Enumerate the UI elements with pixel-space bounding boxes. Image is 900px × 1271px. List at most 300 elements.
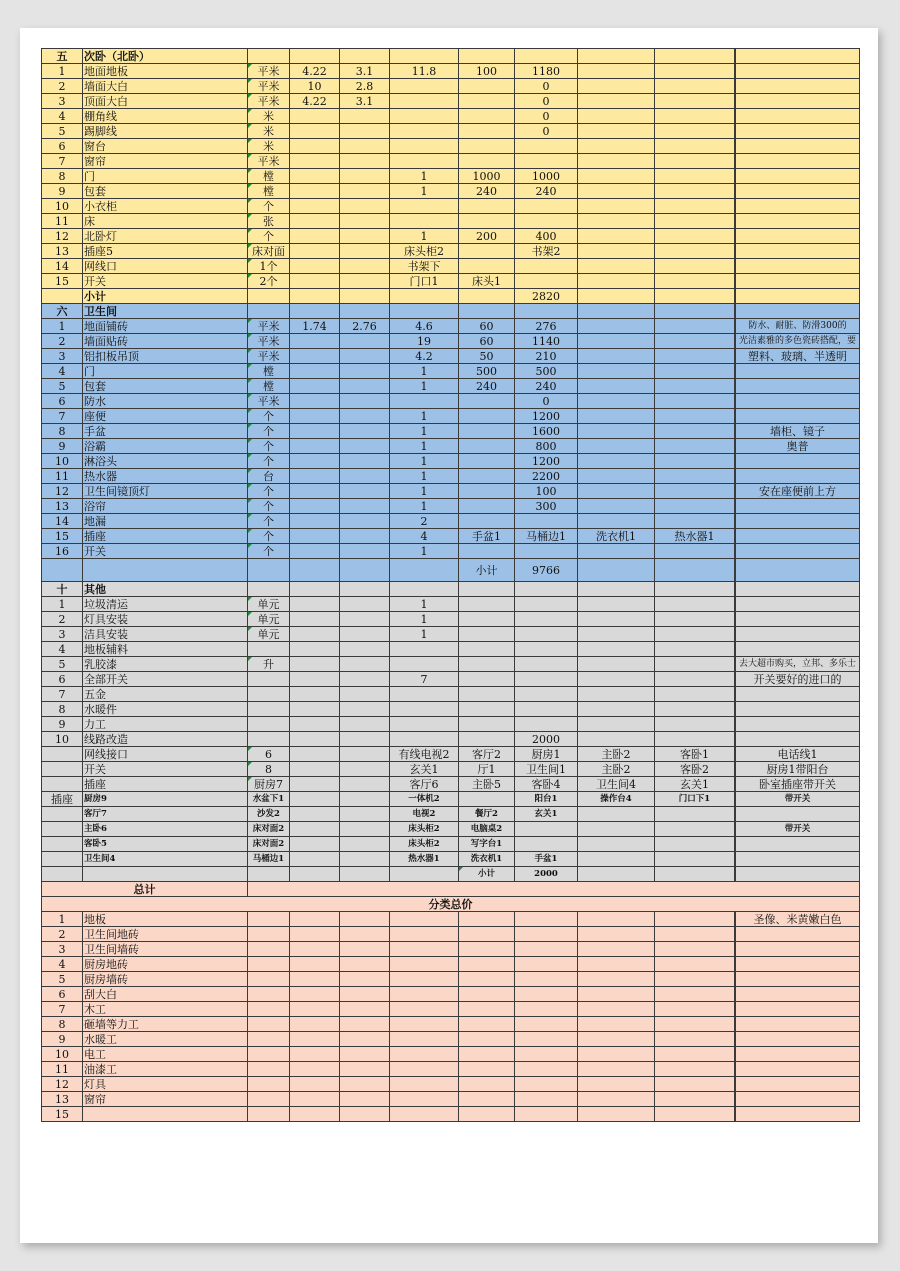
price-cell: 50 [459, 349, 515, 364]
table-row [42, 1002, 860, 1017]
note-cell [736, 454, 860, 469]
length-cell [290, 1107, 340, 1122]
extra-cell [655, 1047, 735, 1062]
item-cell: 踢脚线 [83, 124, 248, 139]
unit-cell: 个 [248, 514, 290, 529]
note-cell [736, 109, 860, 124]
quantity-cell [390, 1062, 459, 1077]
note-cell [736, 597, 860, 612]
extra-cell [655, 867, 735, 882]
width-cell [340, 259, 390, 274]
amount-cell [515, 987, 578, 1002]
extra-cell [578, 972, 655, 987]
index-cell [42, 852, 83, 867]
extra-cell [578, 687, 655, 702]
length-cell [290, 732, 340, 747]
index-cell: 13 [42, 1092, 83, 1107]
extra-cell [655, 259, 735, 274]
quantity-cell: 1 [390, 169, 459, 184]
width-cell [340, 1062, 390, 1077]
unit-cell: 个 [248, 424, 290, 439]
table-row [42, 169, 860, 184]
item-cell: 窗帘 [83, 154, 248, 169]
note-cell: 墙柜、镜子 [736, 424, 860, 439]
amount-cell: 1200 [515, 454, 578, 469]
width-cell [340, 334, 390, 349]
price-cell: 电脑桌2 [459, 822, 515, 837]
unit-cell: 单元 [248, 627, 290, 642]
width-cell [340, 169, 390, 184]
extra-cell [655, 379, 735, 394]
quantity-cell [390, 1002, 459, 1017]
note-cell [736, 364, 860, 379]
price-cell [459, 927, 515, 942]
price-cell: 60 [459, 334, 515, 349]
length-cell [290, 747, 340, 762]
note-cell [736, 1107, 860, 1122]
quantity-cell: 1 [390, 597, 459, 612]
unit-cell [248, 942, 290, 957]
length-cell [290, 852, 340, 867]
section-header-row [42, 49, 860, 64]
length-cell [290, 214, 340, 229]
price-cell [459, 109, 515, 124]
amount-cell [515, 702, 578, 717]
amount-cell: 1000 [515, 169, 578, 184]
extra-cell [578, 229, 655, 244]
index-cell: 插座 [42, 792, 83, 807]
extra-cell [578, 349, 655, 364]
quantity-cell [390, 1032, 459, 1047]
length-cell [290, 244, 340, 259]
extra-cell [655, 154, 735, 169]
price-cell [459, 469, 515, 484]
length-cell [290, 304, 340, 319]
length-cell [290, 822, 340, 837]
index-cell: 7 [42, 687, 83, 702]
length-cell: 4.22 [290, 64, 340, 79]
note-cell [736, 94, 860, 109]
length-cell [290, 1077, 340, 1092]
index-cell: 12 [42, 229, 83, 244]
length-cell [290, 777, 340, 792]
item-cell: 五金 [83, 687, 248, 702]
quantity-cell [390, 154, 459, 169]
extra-cell: 门口下1 [655, 792, 735, 807]
extra-cell [578, 469, 655, 484]
index-cell: 1 [42, 597, 83, 612]
index-cell: 1 [42, 64, 83, 79]
extra-cell [578, 927, 655, 942]
length-cell [290, 1002, 340, 1017]
section-header-row [42, 582, 860, 597]
extra-cell [578, 1032, 655, 1047]
amount-cell [515, 972, 578, 987]
width-cell [340, 244, 390, 259]
note-cell [736, 627, 860, 642]
price-cell [459, 687, 515, 702]
item-cell: 其他 [83, 582, 248, 597]
extra-cell [655, 957, 735, 972]
quantity-cell: 床头柜2 [390, 244, 459, 259]
amount-cell [515, 957, 578, 972]
extra-cell [578, 244, 655, 259]
extra-cell [655, 972, 735, 987]
amount-cell: 800 [515, 439, 578, 454]
index-cell: 12 [42, 484, 83, 499]
amount-cell [515, 304, 578, 319]
item-cell: 力工 [83, 717, 248, 732]
note-cell [736, 184, 860, 199]
width-cell [340, 499, 390, 514]
extra-cell [655, 702, 735, 717]
extra-cell [578, 582, 655, 597]
price-cell [459, 139, 515, 154]
unit-cell [248, 304, 290, 319]
extra-cell: 洗衣机1 [578, 529, 655, 544]
amount-cell: 0 [515, 79, 578, 94]
width-cell [340, 777, 390, 792]
table-row [42, 469, 860, 484]
extra-cell [655, 544, 735, 559]
length-cell [290, 762, 340, 777]
extra-cell [655, 49, 735, 64]
note-cell [736, 214, 860, 229]
extra-cell [655, 304, 735, 319]
quantity-cell [390, 49, 459, 64]
quantity-cell [390, 1017, 459, 1032]
extra-cell [655, 912, 735, 927]
quantity-cell [390, 289, 459, 304]
item-cell: 墙面贴砖 [83, 334, 248, 349]
length-cell [290, 1092, 340, 1107]
amount-cell [515, 1047, 578, 1062]
section-header-row [42, 304, 860, 319]
index-cell: 8 [42, 1017, 83, 1032]
quantity-cell [390, 214, 459, 229]
amount-cell [515, 49, 578, 64]
length-cell: 1.74 [290, 319, 340, 334]
index-cell: 3 [42, 94, 83, 109]
unit-cell: 张 [248, 214, 290, 229]
unit-cell: 2个 [248, 274, 290, 289]
item-cell: 地板辅料 [83, 642, 248, 657]
extra-cell: 操作台4 [578, 792, 655, 807]
length-cell [290, 109, 340, 124]
price-cell [459, 514, 515, 529]
extra-cell [578, 274, 655, 289]
note-cell [736, 139, 860, 154]
extra-cell [655, 94, 735, 109]
table-row [42, 1047, 860, 1062]
amount-cell [515, 672, 578, 687]
extra-cell [578, 987, 655, 1002]
item-cell: 灯具安装 [83, 612, 248, 627]
note-cell [736, 1017, 860, 1032]
amount-cell [515, 1092, 578, 1107]
extra-cell: 热水器1 [655, 529, 735, 544]
total-value [248, 882, 860, 897]
extra-cell [655, 807, 735, 822]
index-cell: 8 [42, 169, 83, 184]
item-cell: 客卧5 [83, 837, 248, 852]
price-cell [459, 1002, 515, 1017]
extra-cell [655, 672, 735, 687]
width-cell [340, 1032, 390, 1047]
width-cell: 2.8 [340, 79, 390, 94]
table-row [42, 94, 860, 109]
price-cell [459, 942, 515, 957]
length-cell [290, 349, 340, 364]
item-cell: 洁具安装 [83, 627, 248, 642]
amount-cell [515, 1077, 578, 1092]
index-cell: 15 [42, 1107, 83, 1122]
note-cell: 安在座便前上方 [736, 484, 860, 499]
quantity-cell [390, 394, 459, 409]
index-cell: 9 [42, 184, 83, 199]
length-cell [290, 717, 340, 732]
extra-cell [578, 544, 655, 559]
length-cell [290, 1032, 340, 1047]
quantity-cell [390, 927, 459, 942]
quantity-cell: 4.6 [390, 319, 459, 334]
index-cell: 9 [42, 439, 83, 454]
length-cell [290, 364, 340, 379]
quantity-cell [390, 1107, 459, 1122]
length-cell [290, 687, 340, 702]
item-cell: 墙面大白 [83, 79, 248, 94]
total-row [42, 882, 860, 897]
price-cell: 床头1 [459, 274, 515, 289]
quantity-cell [390, 687, 459, 702]
index-cell: 五 [42, 49, 83, 64]
extra-cell [578, 559, 655, 582]
extra-cell [655, 484, 735, 499]
index-cell: 7 [42, 409, 83, 424]
quantity-cell [390, 1077, 459, 1092]
item-cell: 棚角线 [83, 109, 248, 124]
table-row [42, 349, 860, 364]
unit-cell: 樘 [248, 364, 290, 379]
extra-cell [578, 424, 655, 439]
item-cell: 次卧（北卧） [83, 49, 248, 64]
note-cell [736, 154, 860, 169]
width-cell [340, 1077, 390, 1092]
unit-cell: 平米 [248, 319, 290, 334]
index-cell: 1 [42, 319, 83, 334]
item-cell: 小计 [83, 289, 248, 304]
width-cell [340, 762, 390, 777]
extra-cell [578, 1047, 655, 1062]
length-cell [290, 927, 340, 942]
price-cell [459, 657, 515, 672]
extra-cell [578, 49, 655, 64]
extra-cell [578, 597, 655, 612]
length-cell [290, 199, 340, 214]
length-cell [290, 124, 340, 139]
note-cell [736, 559, 860, 582]
price-cell [459, 439, 515, 454]
extra-cell [578, 657, 655, 672]
item-cell: 门 [83, 169, 248, 184]
width-cell [340, 409, 390, 424]
extra-cell [655, 717, 735, 732]
width-cell [340, 987, 390, 1002]
price-cell: 写字台1 [459, 837, 515, 852]
width-cell [340, 912, 390, 927]
extra-cell [655, 79, 735, 94]
amount-cell: 手盆1 [515, 852, 578, 867]
price-cell [459, 79, 515, 94]
amount-cell: 400 [515, 229, 578, 244]
item-cell: 卫生间墙砖 [83, 942, 248, 957]
price-cell: 洗衣机1 [459, 852, 515, 867]
extra-cell [578, 379, 655, 394]
amount-cell: 300 [515, 499, 578, 514]
unit-cell: 米 [248, 109, 290, 124]
item-cell: 开关 [83, 544, 248, 559]
table-row [42, 229, 860, 244]
note-cell: 卧室插座带开关 [736, 777, 860, 792]
extra-cell [655, 439, 735, 454]
note-cell [736, 807, 860, 822]
extra-cell [578, 717, 655, 732]
width-cell [340, 484, 390, 499]
quantity-cell: 1 [390, 484, 459, 499]
subtotal-row [42, 289, 860, 304]
width-cell [340, 807, 390, 822]
unit-cell: 个 [248, 454, 290, 469]
item-cell: 卫生间4 [83, 852, 248, 867]
extra-cell [655, 612, 735, 627]
note-cell: 开关要好的进口的 [736, 672, 860, 687]
amount-cell: 书架2 [515, 244, 578, 259]
unit-cell [248, 732, 290, 747]
amount-cell [515, 927, 578, 942]
table-row [42, 702, 860, 717]
width-cell [340, 559, 390, 582]
note-cell [736, 612, 860, 627]
length-cell [290, 544, 340, 559]
extra-cell: 卫生间4 [578, 777, 655, 792]
amount-cell: 240 [515, 379, 578, 394]
width-cell [340, 544, 390, 559]
total-label: 总计 [42, 882, 248, 897]
item-cell: 开关 [83, 762, 248, 777]
quantity-cell: 1 [390, 544, 459, 559]
amount-cell: 500 [515, 364, 578, 379]
unit-cell: 单元 [248, 612, 290, 627]
table-row [42, 1092, 860, 1107]
item-cell: 淋浴头 [83, 454, 248, 469]
amount-cell [515, 717, 578, 732]
quantity-cell: 1 [390, 439, 459, 454]
amount-cell [515, 942, 578, 957]
index-cell: 8 [42, 702, 83, 717]
extra-cell [655, 319, 735, 334]
length-cell [290, 334, 340, 349]
note-cell [736, 124, 860, 139]
index-cell: 13 [42, 244, 83, 259]
extra-cell [655, 1077, 735, 1092]
table-row [42, 274, 860, 289]
note-cell: 厨房1带阳台 [736, 762, 860, 777]
index-cell: 6 [42, 987, 83, 1002]
extra-cell: 主卧2 [578, 762, 655, 777]
unit-cell: 水盆下1 [248, 792, 290, 807]
table-row [42, 1077, 860, 1092]
extra-cell [578, 289, 655, 304]
extra-cell [578, 612, 655, 627]
quantity-cell: 2 [390, 514, 459, 529]
extra-cell [655, 1092, 735, 1107]
index-cell: 12 [42, 1077, 83, 1092]
amount-cell: 1140 [515, 334, 578, 349]
quantity-cell [390, 972, 459, 987]
index-cell [42, 762, 83, 777]
extra-cell [655, 597, 735, 612]
unit-cell: 米 [248, 139, 290, 154]
length-cell [290, 139, 340, 154]
quantity-cell: 1 [390, 409, 459, 424]
index-cell: 10 [42, 454, 83, 469]
extra-cell [655, 852, 735, 867]
unit-cell [248, 672, 290, 687]
unit-cell [248, 1047, 290, 1062]
table-row [42, 439, 860, 454]
note-cell: 塑料、玻璃、半透明 [736, 349, 860, 364]
extra-cell [578, 702, 655, 717]
quantity-cell [390, 867, 459, 882]
unit-cell [248, 912, 290, 927]
length-cell [290, 642, 340, 657]
price-cell [459, 1077, 515, 1092]
quantity-cell: 1 [390, 612, 459, 627]
note-cell [736, 867, 860, 882]
extra-cell [578, 484, 655, 499]
table-row [42, 747, 860, 762]
width-cell [340, 199, 390, 214]
extra-cell [578, 912, 655, 927]
length-cell: 4.22 [290, 94, 340, 109]
note-cell [736, 49, 860, 64]
amount-cell: 2000 [515, 867, 578, 882]
index-cell: 4 [42, 642, 83, 657]
quantity-cell: 1 [390, 379, 459, 394]
quantity-cell: 4.2 [390, 349, 459, 364]
table-row [42, 109, 860, 124]
price-cell: 小计 [459, 867, 515, 882]
quantity-cell [390, 124, 459, 139]
amount-cell [515, 1017, 578, 1032]
subtotal-row [42, 559, 860, 582]
price-cell: 手盆1 [459, 529, 515, 544]
item-cell: 乳胶漆 [83, 657, 248, 672]
extra-cell [655, 409, 735, 424]
item-cell: 浴霸 [83, 439, 248, 454]
index-cell: 6 [42, 672, 83, 687]
length-cell [290, 379, 340, 394]
table-row [42, 79, 860, 94]
extra-cell [655, 454, 735, 469]
length-cell [290, 454, 340, 469]
note-cell [736, 852, 860, 867]
table-row [42, 529, 860, 544]
price-cell [459, 544, 515, 559]
note-cell [736, 927, 860, 942]
price-cell: 1000 [459, 169, 515, 184]
item-cell: 座便 [83, 409, 248, 424]
